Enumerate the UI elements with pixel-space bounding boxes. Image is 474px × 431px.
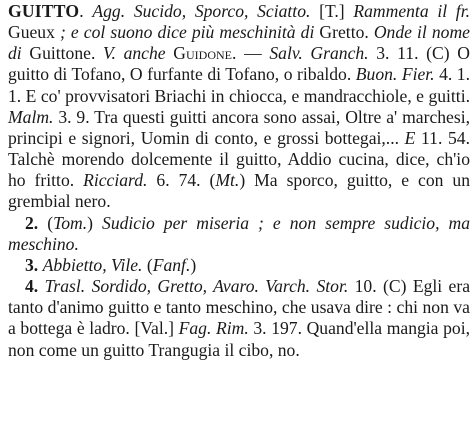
text-run: ) [87,212,103,233]
citation-text: 3. 9. Tra questi guitti ancora sono assai, Oltre a' marchesi, principi e signori, Uomin di conto, e grossi bottegai,... [8,106,470,148]
text-run: . — [232,43,270,64]
entry-paragraph-sense-3 [8,255,470,276]
dictionary-entry [8,1,470,361]
citation-source: E [404,127,416,148]
editor-tag: Fanf. [152,254,191,275]
cross-reference-word: Guidone [173,43,232,64]
etymology-note: ; e col suono dice più meschinità di [59,22,315,43]
etymology-note: Onde il nome di [8,22,470,64]
definition-text: Abbietto, Vile. [42,254,143,275]
related-word: Gretto. [314,22,374,43]
citation-text: 4. 1. 1. E co' provvisatori Briachi in chiocca, e mandracchiole, e guitti. [8,64,470,106]
entry-paragraph-sense-4 [8,276,470,361]
citation-text: 10. (C) Egli era tanto d'animo guitto e tanto meschino, che usava dire : chi non va a bottega è ladro. [Val.] [8,276,471,339]
definition-text: Trasl. Sordido, Gretto, Avaro. Varch. Stor. [44,276,349,297]
text-run: ( [142,254,153,275]
citation-source: Ricciard. [83,170,148,191]
cross-reference-label: V. anche [103,43,166,64]
sense-number: 2. [25,212,39,233]
citation-source: Fag. Rim. [178,318,249,339]
etymology-note: Rammenta il fr. [353,1,470,21]
editor-tag: Tom. [53,212,88,233]
sense-number: 4. [25,276,39,297]
text-run: [T.] [310,1,354,21]
citation-text: 11. 54. Talchè morendo dolcemente il guitto, Addio cucina, dice, ch'io ho fritto. [8,127,470,191]
citation-source: Malm. [8,106,54,127]
citation-text: ) Ma sporco, guitto, e con un grembial nero. [8,170,471,212]
citation-source: Buon. Fier. [355,64,435,85]
headword: GUITTO [8,1,80,21]
editor-tag: Mt. [215,170,240,191]
definition-text: Agg. Sucido, Sporco, Sciatto. [92,1,311,21]
definition-text: Sudicio per miseria ; e non sempre sudicio, ma meschino. [8,212,471,254]
french-word: Gueux [8,22,60,43]
sense-number: 3. [25,254,39,275]
citation-text: 3. 11. (C) O guitto di Tofano, O furfante di Tofano, o ribaldo. [8,43,470,85]
text-run: . [79,1,93,21]
citation-source: Salv. Granch. [269,43,369,64]
related-word: Guittone. [21,43,104,64]
text-run: 6. 74. ( [147,170,216,191]
text-run: ( [38,212,54,233]
entry-paragraph-main [8,1,470,213]
citation-text: 3. 197. Quand'ella mangia poi, non come un guitto Trangugia il cibo, no. [8,318,470,360]
entry-paragraph-sense-2 [8,213,470,255]
text-run: ) [190,254,197,275]
